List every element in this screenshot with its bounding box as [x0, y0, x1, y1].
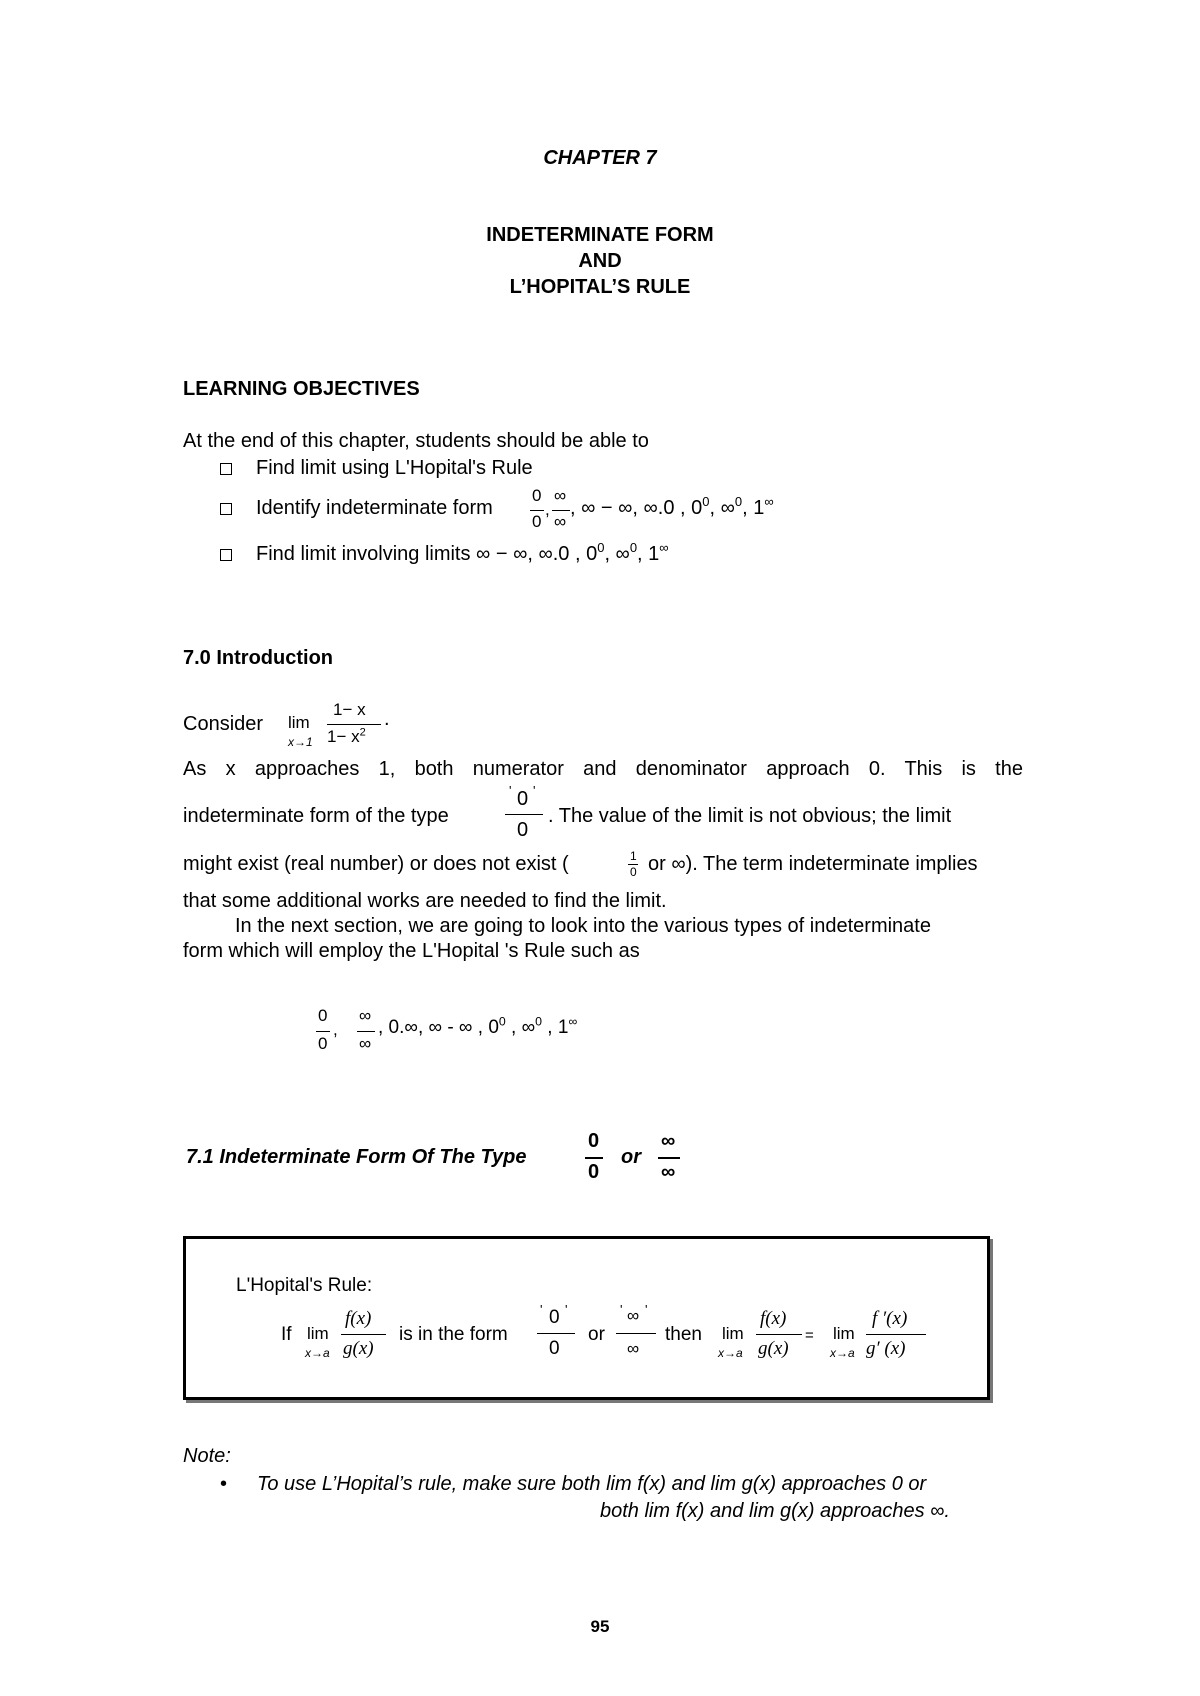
rule-gx-2: g(x) [758, 1338, 789, 1359]
form-frac-zero-den: 0 [318, 1034, 328, 1053]
intro-line-5: In the next section, we are going to look into the various types of indeterminate [235, 915, 931, 937]
chapter-label: CHAPTER 7 [543, 147, 657, 169]
rule-form-inf-num: ∞ [627, 1306, 640, 1325]
small-frac-den: 0 [630, 865, 637, 879]
objectives-heading: LEARNING OBJECTIVES [183, 378, 420, 400]
rule-fx-1: f(x) [345, 1308, 372, 1329]
fraction-bar [537, 1333, 575, 1334]
period: . [384, 708, 390, 730]
title-line-2: AND [578, 250, 622, 272]
forms-list [378, 1014, 578, 1039]
checkbox-icon [220, 463, 232, 475]
rule-form-zero-num: 0 [549, 1307, 560, 1328]
fraction-bar [357, 1031, 375, 1032]
form-frac-zero-num: 0 [318, 1006, 328, 1025]
exponent: 0 [702, 494, 710, 510]
intro-line-2b: . The value of the limit is not obvious; the limit [548, 805, 952, 827]
forms-list-mid: , 0.∞, ∞ - ∞ , 0 [378, 1017, 499, 1038]
fraction-bar [552, 510, 570, 511]
intro-line-4: that some additional works are needed to find the limit. [183, 890, 667, 912]
frac-inf-den: ∞ [554, 512, 567, 531]
intro-line-2a: indeterminate form of the type [183, 805, 449, 827]
exponent: ∞ [568, 1014, 578, 1029]
objectives-intro: At the end of this chapter, students should be able to [183, 430, 649, 452]
fraction-bar [505, 814, 543, 815]
fraction-bar [658, 1157, 680, 1159]
note-line-1: To use L’Hopital’s rule, make sure both lim f(x) and lim g(x) approaches 0 or [257, 1473, 927, 1495]
quote-mark: ' [565, 1302, 568, 1317]
fraction-bar [341, 1334, 386, 1335]
heading-frac-inf-den: ∞ [661, 1161, 676, 1183]
section-heading-7-1: 7.1 Indeterminate Form Of The Type [186, 1146, 527, 1168]
heading-or: or [621, 1146, 641, 1168]
checkbox-icon [220, 503, 232, 515]
bullet-icon: • [220, 1473, 228, 1495]
rule-fx-2: f(x) [760, 1308, 787, 1329]
form-frac-inf-den: ∞ [359, 1034, 372, 1053]
rule-or: or [588, 1324, 605, 1345]
title-line-3: L’HOPITAL’S RULE [509, 276, 691, 298]
quote-mark: ' [645, 1302, 648, 1317]
title-line-1: INDETERMINATE FORM [486, 224, 714, 246]
rule-lim-3-sub: x→a [830, 1346, 855, 1360]
fraction-bar [316, 1031, 330, 1032]
intro-line-6: form which will employ the L'Hopital 's Rule such as [183, 940, 640, 962]
fraction-bar [530, 510, 544, 511]
exponent: 0 [734, 494, 743, 510]
lim-subscript: x→1 [288, 735, 313, 749]
rule-fpx: f ′(x) [872, 1308, 908, 1329]
quote-mark: ' [620, 1302, 623, 1317]
rule-then: then [665, 1324, 702, 1345]
objective-item-1: Find limit using L'Hopital's Rule [256, 457, 533, 479]
type-frac-den: 0 [517, 819, 529, 841]
numerator: 1− x [333, 700, 366, 719]
objective-item-2-forms [570, 494, 774, 520]
lhopital-rule-box [183, 1236, 990, 1400]
frac-zero-num: 0 [532, 486, 542, 505]
rule-lim-2-sub: x→a [718, 1346, 743, 1360]
forms-sep: , ∞ [604, 543, 630, 565]
objective-item-3 [256, 540, 669, 566]
exponent: 0 [629, 540, 638, 556]
forms-text: , ∞ − ∞, ∞.0 , 0 [570, 497, 703, 519]
frac-comma: , [545, 500, 550, 519]
denominator [327, 727, 366, 747]
rule-gpx: g′ (x) [866, 1338, 906, 1359]
frac-zero-den: 0 [532, 512, 542, 531]
rule-is-in-form: is in the form [399, 1324, 508, 1345]
rule-equals: = [805, 1327, 814, 1344]
heading-frac-zero-den: 0 [588, 1161, 600, 1183]
exponent: 0 [597, 540, 605, 556]
exponent: 0 [535, 1014, 543, 1029]
exponent: ∞ [659, 540, 669, 556]
objective-item-3-label: Find limit involving limits ∞ − ∞, ∞.0 , 0 [256, 543, 598, 565]
objective-item-2-label: Identify indeterminate form [256, 497, 493, 519]
rule-lim-2: lim [722, 1324, 744, 1343]
section-heading-7-0: 7.0 Introduction [183, 647, 333, 669]
exponent: ∞ [764, 494, 774, 510]
small-frac-num: 1 [630, 849, 637, 863]
forms-sep: , ∞ [709, 497, 735, 519]
forms-sep: , 1 [542, 1017, 569, 1038]
denominator-base: 1− x [327, 727, 360, 746]
fraction-bar [616, 1333, 656, 1334]
fraction-bar [756, 1334, 802, 1335]
form-comma: , [333, 1020, 338, 1039]
frac-inf-num: ∞ [554, 486, 567, 505]
fraction-bar [327, 724, 381, 725]
fraction-bar [866, 1334, 926, 1335]
quote-mark: ' [533, 783, 536, 798]
form-frac-inf-num: ∞ [359, 1006, 372, 1025]
note-label: Note: [183, 1445, 231, 1467]
rule-lim-1-sub: x→a [305, 1346, 330, 1360]
rule-form-inf-den: ∞ [627, 1339, 640, 1358]
rule-form-zero-den: 0 [549, 1338, 560, 1359]
type-frac-num: 0 [517, 788, 529, 810]
forms-sep: , 1 [742, 497, 765, 519]
consider-label: Consider [183, 713, 264, 735]
checkbox-icon [220, 549, 232, 561]
page-number: 95 [590, 1617, 610, 1636]
heading-frac-inf-num: ∞ [661, 1130, 676, 1152]
intro-line-3a: might exist (real number) or does not exist ( [183, 853, 569, 875]
fraction-bar [585, 1157, 603, 1159]
heading-frac-zero-num: 0 [588, 1130, 600, 1152]
intro-line-3b: or ∞). The term indeterminate implies [648, 853, 978, 875]
forms-sep: , 1 [637, 543, 660, 565]
rule-lim-1: lim [307, 1324, 329, 1343]
rule-lim-3: lim [833, 1324, 855, 1343]
lim-operator: lim [288, 713, 310, 732]
intro-line-1: As x approaches 1, both numerator and denominator approach 0. This is the [183, 758, 1023, 780]
exponent: 2 [359, 726, 366, 739]
rule-if: If [281, 1324, 292, 1345]
quote-mark: ' [509, 783, 512, 798]
rule-title: L'Hopital's Rule: [236, 1275, 373, 1296]
exponent: 0 [498, 1014, 506, 1029]
quote-mark: ' [540, 1302, 543, 1317]
note-line-2: both lim f(x) and lim g(x) approaches ∞. [600, 1500, 950, 1522]
forms-sep: , ∞ [505, 1017, 536, 1038]
rule-gx-1: g(x) [343, 1338, 374, 1359]
objective-item-2 [256, 497, 493, 520]
